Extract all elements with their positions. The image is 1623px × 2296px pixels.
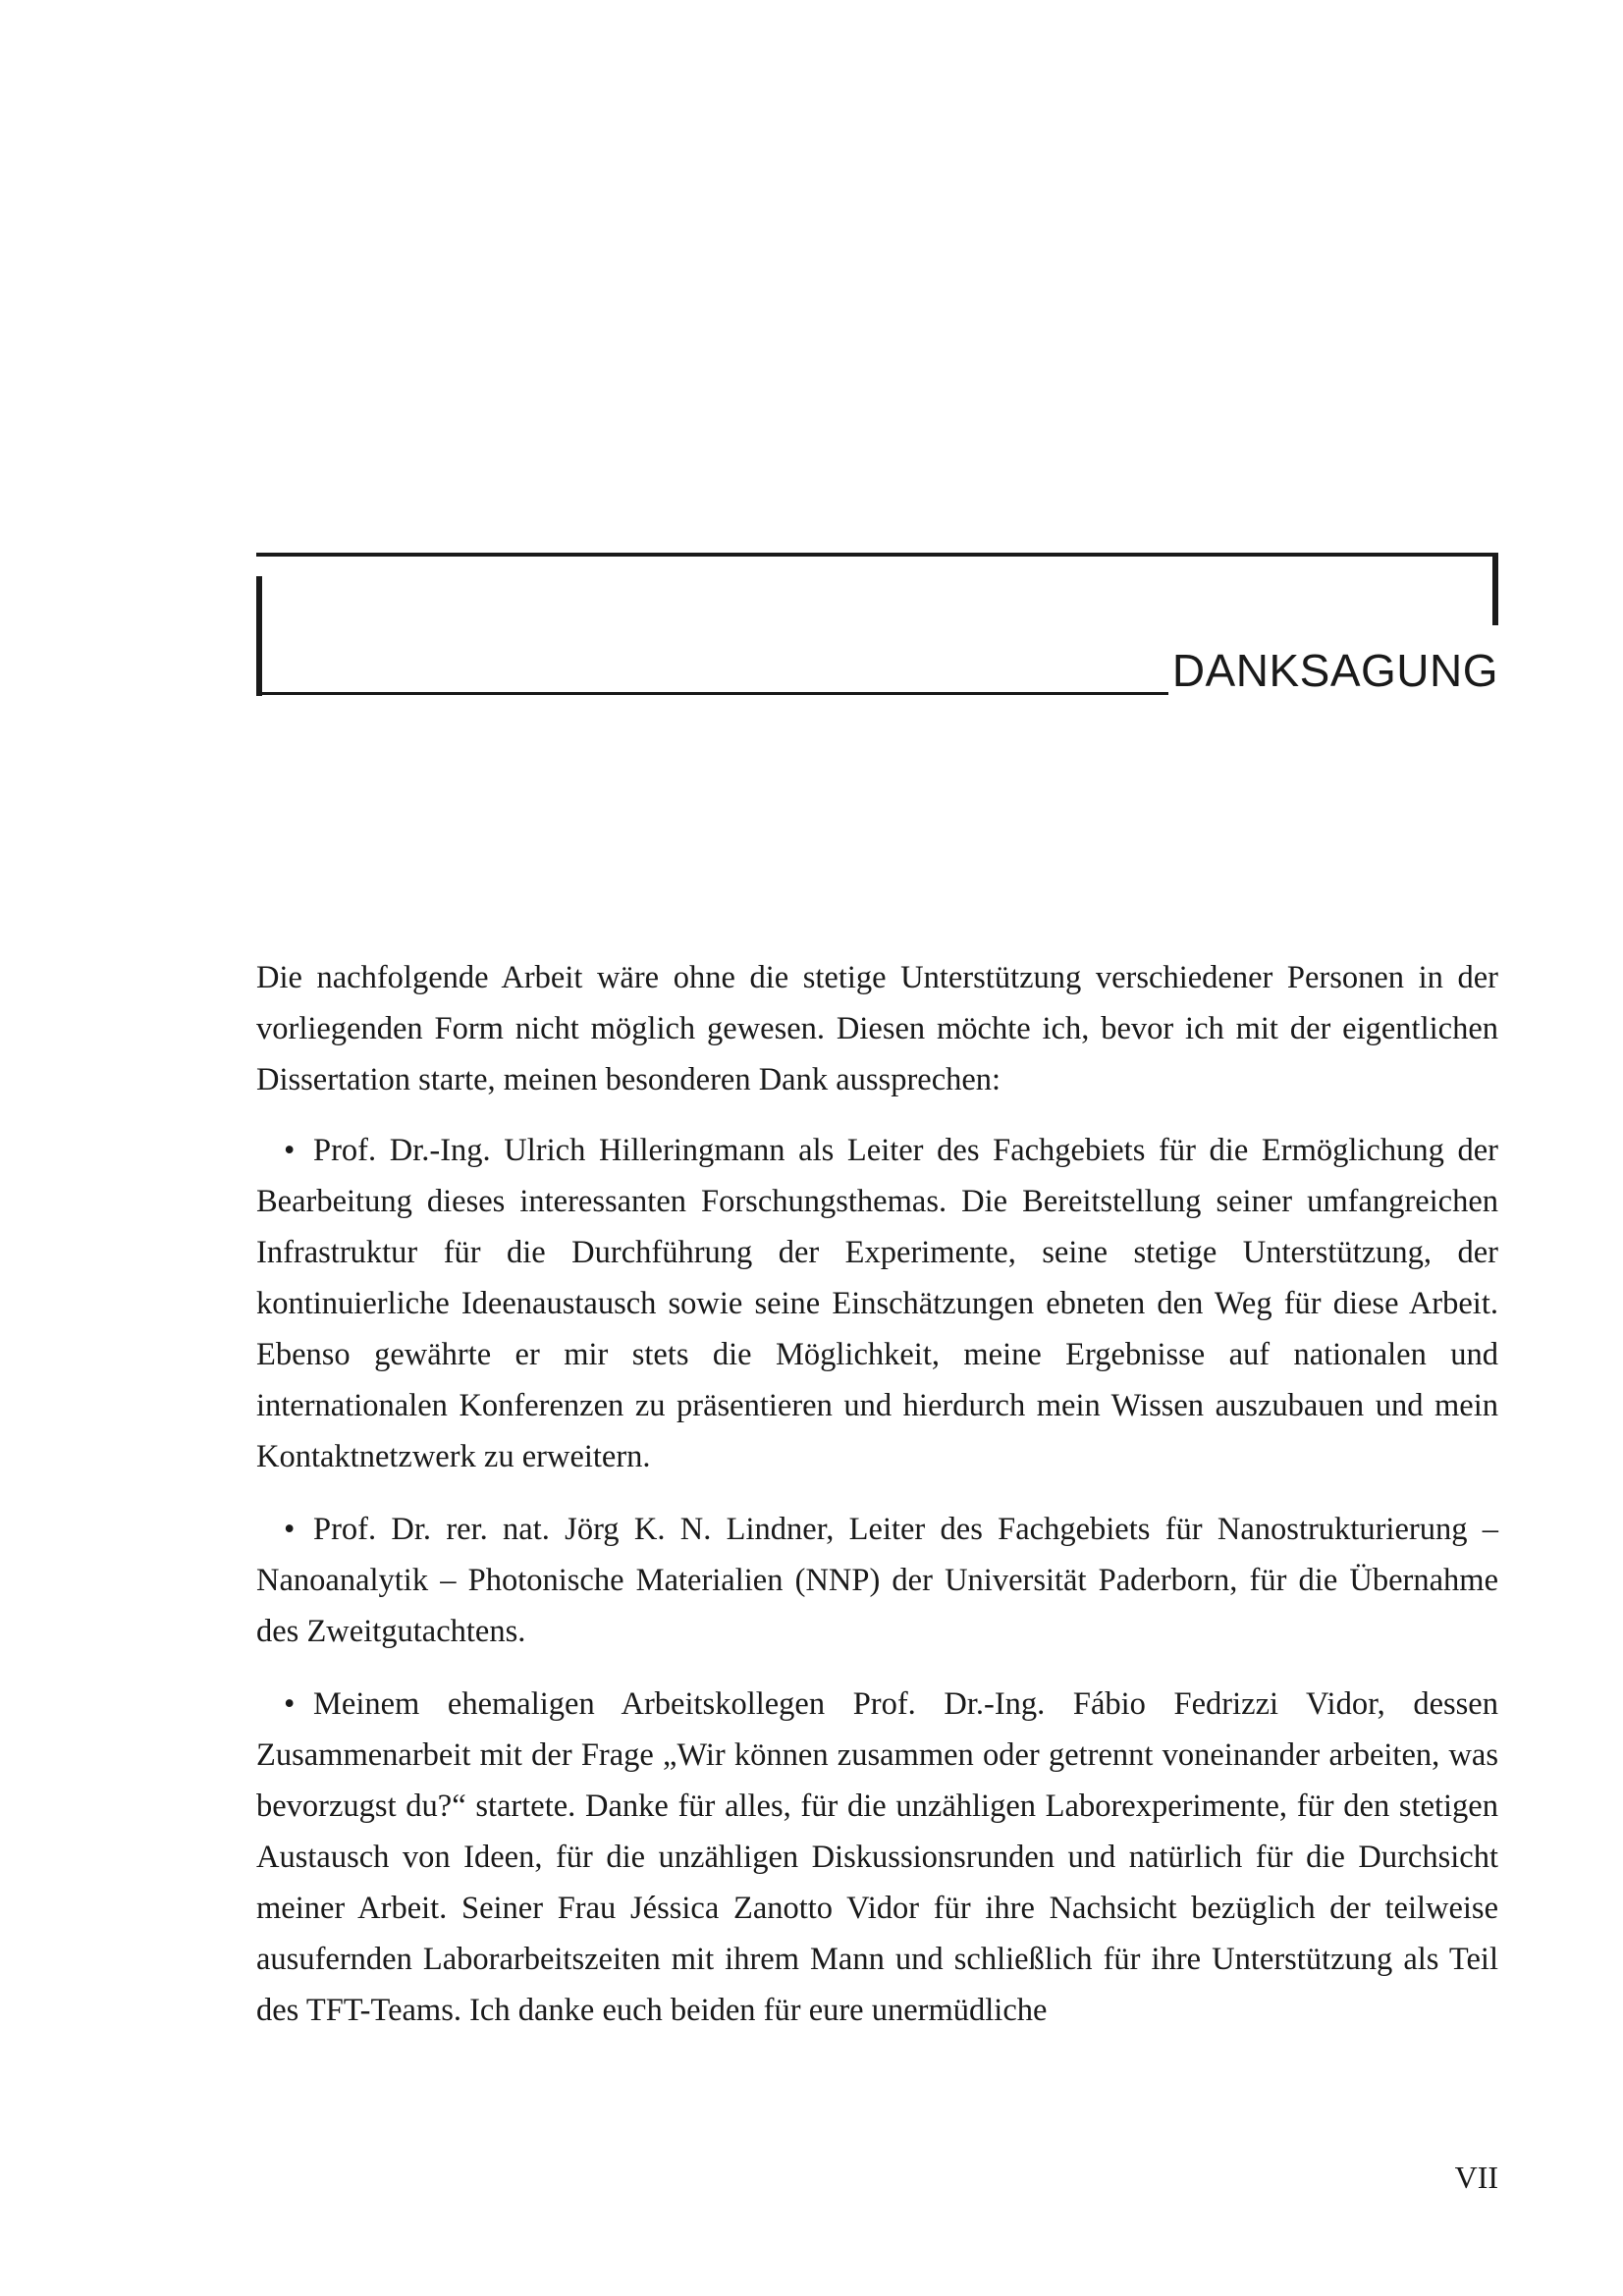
list-item	[256, 1504, 1498, 1657]
intro-paragraph: Die nachfolgende Arbeit wäre ohne die stetige Unterstützung verschiedener Personen in der vorliegenden Form nicht möglich gewesen. Diesen möchte ich, bevor ich mit der eigentlichen Dissertation starte, meinen besonderen Dank aussprechen:	[256, 960, 1498, 1097]
chapter-rule-bottom	[256, 692, 1168, 695]
acknowledgement-list	[256, 1125, 1498, 2036]
list-item	[256, 1125, 1498, 1482]
page-content	[256, 952, 1498, 2057]
bullet-icon: •	[284, 1686, 296, 1722]
list-item-text: Prof. Dr. rer. nat. Jörg K. N. Lindner, Leiter des Fachgebiets für Nanostrukturierung – Nanoanalytik – Photonische Materialien (NNP) der Universität Paderborn, für die Übernahme des Zweitgutachtens.	[256, 1512, 1498, 1649]
chapter-bar-left	[256, 576, 262, 696]
list-item-text: Prof. Dr.-Ing. Ulrich Hilleringmann als Leiter des Fachgebiets für die Ermöglichung der Bearbeitung dieses interessanten Forschungsthemas. Die Bereitstellung seiner umfangreichen Infrastruktur für die Durchführung der Experimente, seine stetige Unterstützung, der kontinuierliche Ideenaustausch sowie seine Einschätzungen ebneten den Weg für diese Arbeit. Ebenso gewährte er mir stets die Möglichkeit, meine Ergebnisse auf nationalen und internationalen Konferenzen zu präsentieren und hierdurch mein Wissen auszubauen und mein Kontaktnetzwerk zu erweitern.	[256, 1133, 1498, 1474]
chapter-bar-right	[1492, 553, 1498, 625]
chapter-rule-top	[256, 553, 1498, 557]
bullet-icon: •	[284, 1512, 296, 1547]
page-number: VII	[1454, 2160, 1498, 2195]
chapter-title: DANKSAGUNG	[1171, 645, 1498, 696]
bullet-icon: •	[284, 1133, 296, 1168]
list-item	[256, 1679, 1498, 2036]
list-item-text: Meinem ehemaligen Arbeitskollegen Prof. Dr.-Ing. Fábio Fedrizzi Vidor, dessen Zusammenarbeit mit der Frage „Wir können zusammen oder getrennt voneinander arbeiten, was bevorzugst du?“ startete. Danke für alles, für die unzähligen Laborexperimente, für den stetigen Austausch von Ideen, für die unzähligen Diskussionsrunden und natürlich für die Durchsicht meiner Arbeit. Seiner Frau Jéssica Zanotto Vidor für ihre Nachsicht bezüglich der teilweise ausufernden Laborarbeitszeiten mit ihrem Mann und schließlich für ihre Unterstützung als Teil des TFT-Teams. Ich danke euch beiden für eure unermüdliche	[256, 1686, 1498, 2028]
